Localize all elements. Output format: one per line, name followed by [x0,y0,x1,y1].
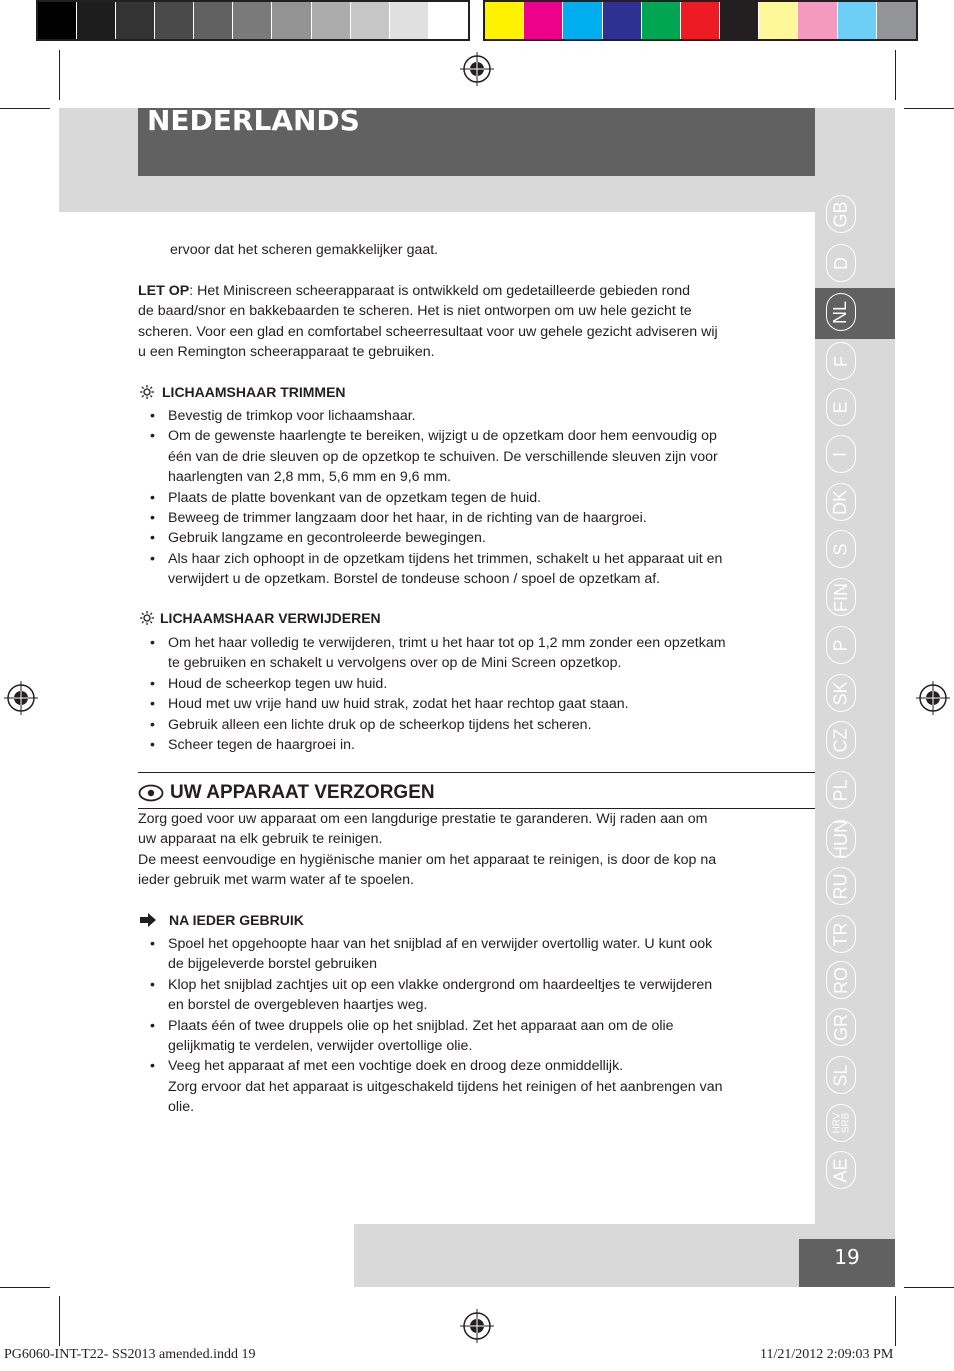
crop-mark [59,50,60,100]
color-swatch [194,2,233,39]
language-tab-label: GR [830,1013,851,1041]
language-tab-pl[interactable] [826,771,856,809]
color-swatch [390,2,429,39]
note-paragraph [138,281,818,363]
language-tab-e[interactable] [826,388,856,426]
list-item [138,674,828,694]
color-swatch [429,2,468,39]
section-divider [138,772,815,773]
crop-mark [59,1296,60,1346]
note-line: scheren. Voor een glad en comfortabel scheerresultaat voor uw gehele gezicht adviseren wij [138,323,718,340]
list-item-line: Beweeg de trimmer langzaam door het haar, in de richting van de haargroei. [168,510,647,527]
after-use-list [138,934,828,1118]
note-line: de baard/snor en bakkebaarden te scheren. Het is niet ontworpen om uw hele gezicht te [138,303,692,320]
file-slug: PG6060-INT-T22- SS2013 amended.indd 19 [4,1347,256,1362]
language-tab-ro[interactable] [826,961,856,999]
color-swatch [798,2,837,39]
color-swatch [233,2,272,39]
list-item-line: Veeg het apparaat af met een vochtige doek en droog deze onmiddellijk. [168,1058,624,1075]
list-item [138,406,828,426]
list-item-line: Gebruik langzame en gecontroleerde bewegingen. [168,530,486,547]
color-swatch [759,2,798,39]
list-item-line: Bevestig de trimkop voor lichaamshaar. [168,408,416,424]
color-swatch [77,2,116,39]
language-tab-gr[interactable] [826,1008,856,1046]
language-tab-cz[interactable] [826,721,856,759]
list-item [138,549,828,590]
crop-mark [0,1287,50,1288]
list-item-line: Als haar zich ophoopt in de opzetkam tijdens het trimmen, schakelt u het apparaat uit en [168,550,723,567]
sun-icon [140,611,154,625]
registration-mark-icon [916,681,950,715]
language-tab-dk[interactable] [826,483,856,521]
language-tab-label: E [830,400,851,414]
color-swatch [116,2,155,39]
list-item [138,633,828,674]
list-item-line: Plaats de platte bovenkant van de opzetkam tegen de huid. [168,489,542,506]
language-tab-i[interactable] [826,435,856,473]
color-swatch [312,2,351,39]
grey-calibration-bar [36,0,470,41]
language-tab-label: SK [830,680,851,706]
language-tab-label: F [830,355,851,367]
crop-mark [895,50,896,100]
timestamp-slug: 11/21/2012 2:09:03 PM [760,1347,894,1362]
note-label: LET OP [138,283,190,299]
language-tab-label: D [830,256,851,270]
language-tab-sl[interactable] [826,1056,856,1094]
language-tab-f[interactable] [826,342,856,380]
list-item-line: Plaats één of twee druppels olie op het snijblad. Zet het apparaat aan om de olie [168,1017,674,1034]
color-swatch [38,2,77,39]
list-item [138,426,828,487]
color-swatch [877,2,916,39]
language-tab-label: RO [830,966,851,994]
list-item-line: Houd met uw vrije hand uw huid strak, zodat het haar rechtop gaat staan. [168,696,629,713]
list-item-line: Om de gewenste haarlengte te bereiken, wijzigt u de opzetkam door hem eenvoudig op [168,428,717,445]
intro-line: ervoor dat het scheren gemakkelijker gaat. [170,242,439,258]
color-swatch [681,2,720,39]
language-tab-label: SL [830,1063,851,1087]
color-swatch [720,2,759,39]
color-calibration-bar [483,0,918,41]
language-tab-d[interactable] [826,244,856,282]
language-tab-nl[interactable] [826,293,856,331]
list-item [138,1016,828,1057]
list-item-line: Om het haar volledig te verwijderen, trimt u het haar tot op 1,2 mm zonder een opzetkam [168,635,726,651]
color-swatch [155,2,194,39]
language-tab-sk[interactable] [826,674,856,712]
eye-icon [138,783,164,803]
language-tab-label: S [830,542,851,556]
list-item [138,488,828,508]
language-tab-label: RU [830,873,851,899]
language-tab-s[interactable] [826,530,856,568]
language-tab-label: AE [830,1157,851,1183]
list-item [138,528,828,548]
list-item-line: de bijgeleverde borstel gebruiken [168,956,378,973]
language-tab-tr[interactable] [826,915,856,953]
language-tab-label: P [830,638,851,652]
color-swatch [524,2,563,39]
remove-list [138,633,828,755]
registration-mark-icon [460,52,494,86]
crop-mark [904,108,954,109]
language-tab-p[interactable] [826,626,856,664]
care-section-heading: UW APPARAAT VERZORGEN [138,782,435,804]
language-tab-label: I [830,451,851,457]
registration-mark-icon [460,1309,494,1343]
trim-list [138,406,828,590]
color-swatch [351,2,390,39]
list-item-line: en borstel de overgebleven haartjes weg. [168,997,428,1014]
language-tab-label: GB [830,200,851,228]
color-swatch [603,2,642,39]
color-swatch [272,2,311,39]
care-paragraph: Zorg goed voor uw apparaat om een langdurige prestatie te garanderen. Wij raden aan om uw apparaat na elk gebruik te reinigen. De meest eenvoudige en hygiënische manier om het apparaat te reinigen, is door de kop na ieder gebruik met warm water af te spoelen. [138,811,717,889]
list-item-line: te gebruiken en schakelt u vervolgens over op de Mini Screen opzetkop. [168,655,622,672]
page-number: 19 [834,1245,860,1269]
list-item-line: olie. [168,1099,195,1116]
color-swatch [485,2,524,39]
remove-section-heading: LICHAAMSHAAR VERWIJDEREN [140,610,381,626]
language-tab-label: HUN [830,819,851,859]
list-item-line: Zorg ervoor dat het apparaat is uitgeschakeld tijdens het reinigen of het aanbrengen van [168,1078,723,1095]
list-item [138,975,828,1016]
trim-section-heading: LICHAAMSHAAR TRIMMEN [140,384,346,400]
list-item-line: Houd de scheerkop tegen uw huid. [168,675,388,692]
list-item-line: Spoel het opgehoopte haar van het snijblad af en verwijder overtollig water. U kunt ook [168,936,713,952]
list-item [138,715,828,735]
language-tab-hun[interactable] [826,820,856,858]
after-use-heading: NA IEDER GEBRUIK [140,912,304,928]
sun-icon [140,385,154,399]
registration-mark-icon [4,681,38,715]
language-tab-label: HRV SRB [831,1112,851,1134]
arrow-right-icon [140,913,156,927]
language-tab-label: NL [830,300,851,324]
language-tab-label: DK [830,489,851,515]
list-item-line: Klop het snijblad zachtjes uit op een vlakke ondergrond om haardeeltjes te verwijderen [168,976,713,993]
list-item [138,1056,828,1117]
crop-mark [0,108,50,109]
language-tab-label: CZ [830,728,851,752]
color-swatch [642,2,681,39]
language-tab-hrv-srb[interactable] [826,1104,856,1142]
crop-mark [895,1296,896,1346]
list-item-line: verwijdert u de opzetkam. Borstel de tondeuse schoon / spoel de opzetkam af. [168,571,661,588]
list-item-line: gelijkmatig te verdelen, verwijder overtollige olie. [168,1038,473,1055]
list-item-line: haarlengten van 2,8 mm, 5,6 mm en 9,6 mm. [168,469,452,486]
language-tab-fin[interactable] [826,578,856,616]
list-item [138,735,828,755]
language-tab-ae[interactable] [826,1151,856,1189]
list-item [138,934,828,975]
language-tab-label: TR [830,922,851,946]
language-tab-ru[interactable] [826,867,856,905]
list-item [138,694,828,714]
list-item [138,508,828,528]
language-tab-label: FIN [830,582,851,612]
list-item-line: Gebruik alleen een lichte druk op de scheerkop tijdens het scheren. [168,716,592,733]
list-item-line: Scheer tegen de haargroei in. [168,737,355,754]
language-tab-label: PL [830,778,851,802]
page-title: NEDERLANDS [147,104,360,137]
crop-mark [904,1287,954,1288]
color-swatch [838,2,877,39]
note-line: u een Remington scheerapparaat te gebruiken. [138,344,435,361]
color-swatch [563,2,602,39]
list-item-line: één van de drie sleuven op de opzetkop te schuiven. De verschillende sleuven zijn voor [168,448,718,465]
language-tab-gb[interactable] [826,195,856,233]
note-line: : Het Miniscreen scheerapparaat is ontwikkeld om gedetailleerde gebieden rond [189,283,691,299]
